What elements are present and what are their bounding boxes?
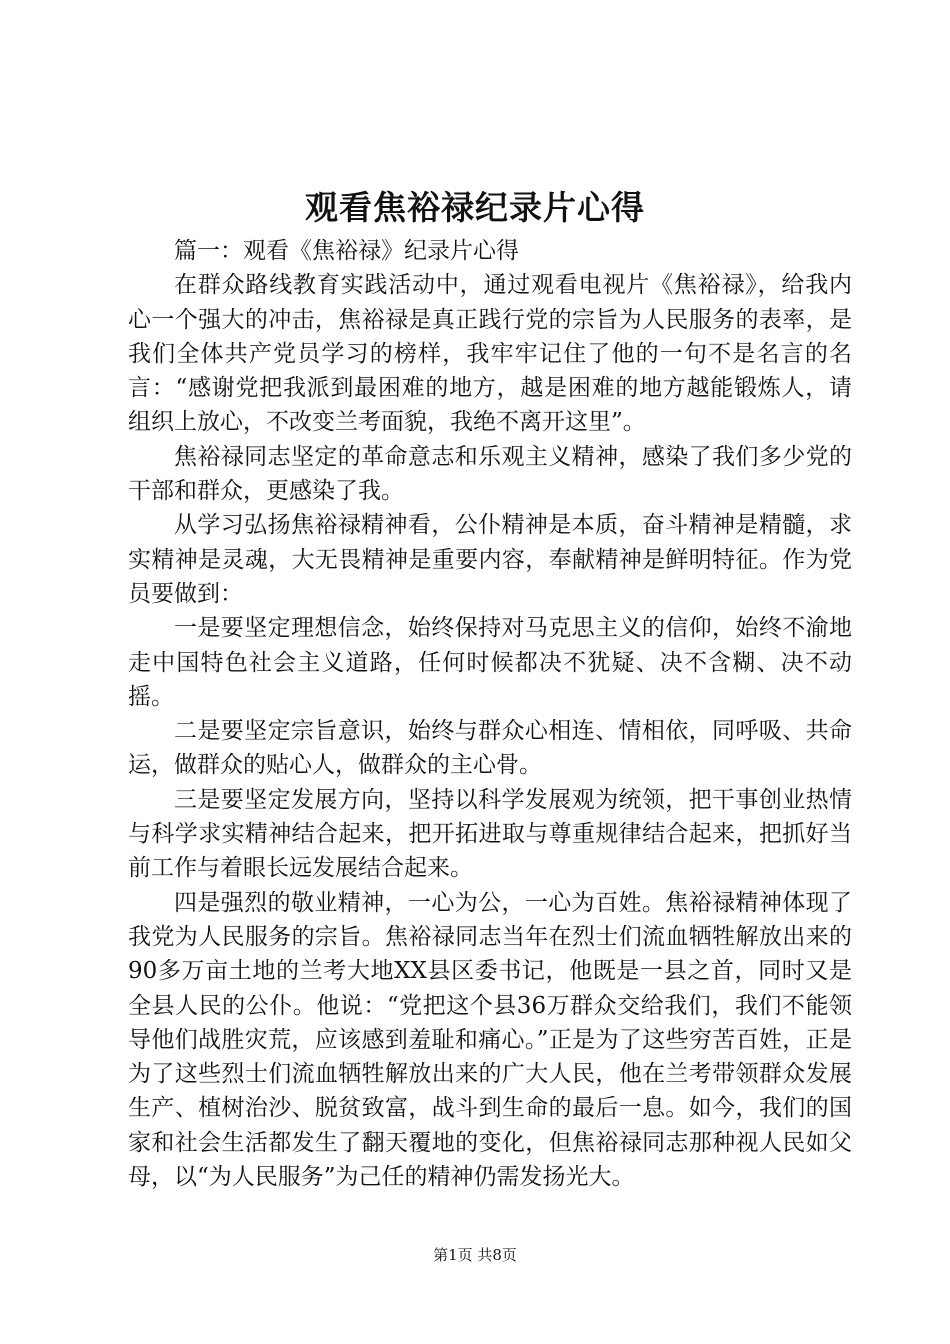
document-body bbox=[128, 234, 852, 1194]
body-paragraph: 一是要坚定理想信念，始终保持对马克思主义的信仰，始终不渝地走中国特色社会主义道路，任何时候都决不犹疑、决不含糊、决不动摇。 bbox=[128, 615, 852, 710]
body-paragraph: 在群众路线教育实践活动中，通过观看电视片《焦裕禄》，给我内心一个强大的冲击，焦裕禄是真正践行党的宗旨为人民服务的表率，是我们全体共产党员学习的榜样，我牢牢记住了他的一句不是名言的名言：“感谢党把我派到最困难的地方，越是困难的地方越能锻炼人，请组织上放心，不改变兰考面貌，我绝不离开这里”。 bbox=[128, 272, 852, 436]
body-paragraph: 从学习弘扬焦裕禄精神看，公仆精神是本质，奋斗精神是精髓，求实精神是灵魂，大无畏精神是重要内容，奉献精神是鲜明特征。作为党员要做到： bbox=[128, 512, 852, 607]
document-title: 观看焦裕禄纪录片心得 bbox=[305, 188, 645, 227]
body-paragraph: 二是要坚定宗旨意识，始终与群众心相连、情相依，同呼吸、共命运，做群众的贴心人，做群众的主心骨。 bbox=[128, 718, 852, 779]
body-paragraph: 三是要坚定发展方向，坚持以科学发展观为统领，把干事创业热情与科学求实精神结合起来，把开拓进取与尊重规律结合起来，把抓好当前工作与着眼长远发展结合起来。 bbox=[128, 786, 852, 882]
section-heading: 篇一：观看《焦裕禄》纪录片心得 bbox=[174, 238, 519, 264]
body-paragraph: 四是强烈的敬业精神，一心为公，一心为百姓。焦裕禄精神体现了我党为人民服务的宗旨。焦裕禄同志当年在烈士们流血牺牲解放出来的90多万亩土地的兰考大地XX县区委书记，他既是一县之首，同时又是全县人民的公仆。他说：“党把这个县36万群众交给我们，我们不能领导他们战胜灾荒，应该感到羞耻和痛心。”正是为了这些穷苦百姓，正是为了这些烈士们流血牺牲解放出来的广大人民，他在兰考带领群众发展生产、植树治沙、脱贫致富，战斗到生命的最后一息。如今，我们的国家和社会生活都发生了翻天覆地的变化，但焦裕禄同志那种视人民如父母，以“为人民服务”为己任的精神仍需发扬光大。 bbox=[128, 889, 852, 1191]
page-number-footer: 第1页 共8页 bbox=[433, 1246, 517, 1264]
body-paragraph: 焦裕禄同志坚定的革命意志和乐观主义精神，感染了我们多少党的干部和群众，更感染了我。 bbox=[128, 443, 852, 505]
